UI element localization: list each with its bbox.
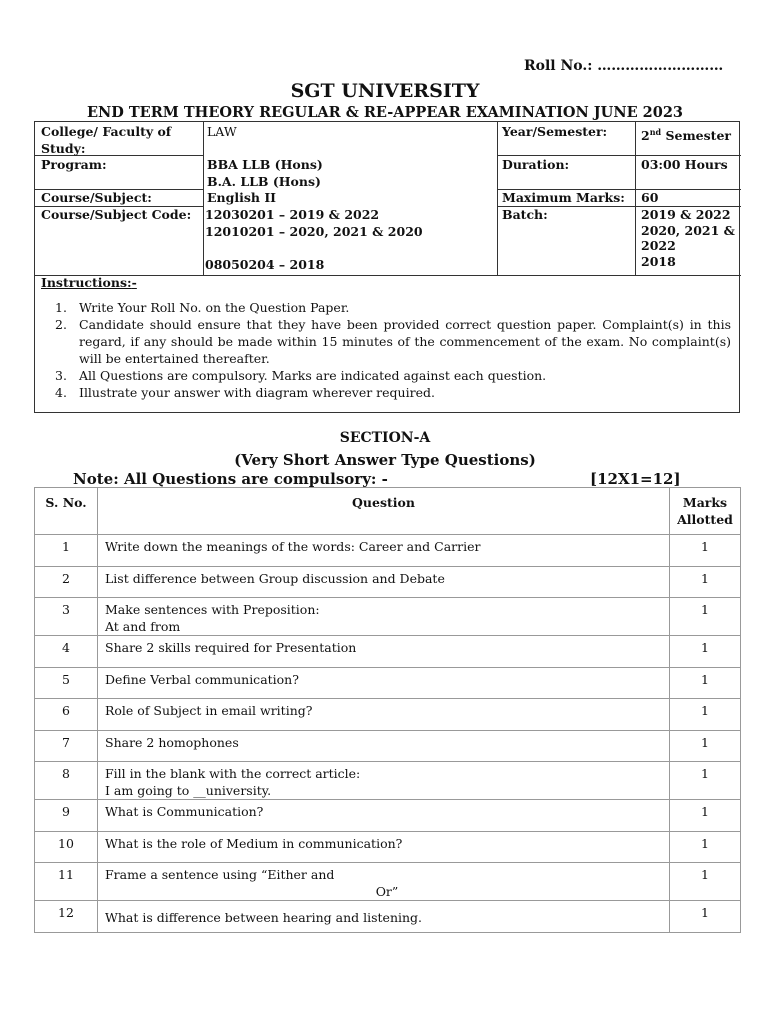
question-text: [98, 800, 670, 832]
question-line: Write down the meanings of the words: Career and Carrier: [105, 539, 481, 554]
instruction-text: Write Your Roll No. on the Question Paper.: [79, 300, 350, 315]
question-line: Frame a sentence using “Either and: [105, 867, 335, 882]
question-marks: 1: [670, 731, 741, 762]
question-text: [98, 535, 670, 567]
max-marks-label: Maximum Marks:: [502, 190, 625, 205]
instruction-item: [41, 384, 731, 401]
question-number: 3: [35, 598, 98, 636]
question-marks: 1: [670, 762, 741, 800]
table-row: [35, 863, 741, 901]
question-line: What is difference between hearing and listening.: [105, 910, 423, 925]
table-row: [35, 901, 741, 933]
program-label: Program:: [41, 157, 107, 172]
question-text: [98, 731, 670, 762]
section-note: Note: All Questions are compulsory: -: [73, 470, 388, 488]
batch-label: Batch:: [502, 207, 548, 222]
question-marks: 1: [670, 863, 741, 901]
table-row: [35, 800, 741, 832]
question-line: Define Verbal communication?: [105, 672, 299, 687]
table-row: [35, 731, 741, 762]
table-row: [35, 636, 741, 668]
instruction-item: [41, 299, 731, 316]
section-subtitle: (Very Short Answer Type Questions): [234, 451, 536, 469]
instruction-text: Candidate should ensure that they have been provided correct question paper. Complaint(s) in this regard, if any should be made within 15 minutes of the commencement of the exam. No complaint(s) will be entertained thereafter.: [79, 317, 731, 366]
question-marks: 1: [670, 800, 741, 832]
question-number: 6: [35, 699, 98, 731]
question-line: Or”: [375, 883, 399, 899]
instruction-item: [41, 367, 731, 384]
question-text: [98, 636, 670, 668]
question-text: [98, 598, 670, 636]
year-value: 2nd Semester: [641, 127, 731, 144]
university-name: SGT UNIVERSITY: [290, 80, 480, 102]
instructions-title: Instructions:-: [41, 275, 137, 290]
question-number: 11: [35, 863, 98, 901]
table-row: [35, 535, 741, 567]
table-row: [35, 567, 741, 598]
table-row: [35, 762, 741, 800]
instruction-number: 4.: [55, 385, 67, 400]
college-value: LAW: [207, 124, 237, 139]
question-number: 2: [35, 567, 98, 598]
question-line: Role of Subject in email writing?: [105, 703, 313, 718]
question-text: [98, 668, 670, 699]
question-number: 1: [35, 535, 98, 567]
questions-table: [34, 487, 741, 933]
exam-info-box: [34, 121, 740, 413]
question-marks: 1: [670, 535, 741, 567]
question-number: 5: [35, 668, 98, 699]
college-label: College/ Faculty of Study:: [41, 124, 172, 156]
question-marks: 1: [670, 567, 741, 598]
question-number: 12: [35, 901, 98, 933]
roll-number-field: Roll No.: ………………………: [524, 58, 724, 74]
table-row: [35, 598, 741, 636]
course-label: Course/Subject:: [41, 190, 152, 205]
question-line: I am going to __university.: [105, 782, 272, 798]
instruction-item: [41, 316, 731, 367]
table-row: [35, 832, 741, 863]
question-marks: 1: [670, 901, 741, 933]
header-sno: S. No.: [35, 488, 98, 535]
header-question: Question: [98, 488, 670, 535]
question-line: What is the role of Medium in communication?: [105, 836, 403, 851]
instruction-text: Illustrate your answer with diagram wherever required.: [79, 385, 435, 400]
question-line: Fill in the blank with the correct article:: [105, 766, 361, 781]
question-number: 10: [35, 832, 98, 863]
question-line: List difference between Group discussion and Debate: [105, 571, 445, 586]
question-text: [98, 567, 670, 598]
question-line: Make sentences with Preposition:: [105, 602, 320, 617]
code-value: 12030201 – 2019 & 2022 12010201 – 2020, 2021 & 2020 08050204 – 2018: [205, 207, 423, 272]
question-number: 9: [35, 800, 98, 832]
max-marks-value: 60: [641, 190, 659, 205]
batch-value: 2019 & 2022 2020, 2021 & 2022 2018: [641, 207, 735, 269]
question-text: [98, 699, 670, 731]
question-marks: 1: [670, 598, 741, 636]
question-text: [98, 762, 670, 800]
question-number: 4: [35, 636, 98, 668]
question-line: At and from: [105, 618, 181, 634]
exam-title: END TERM THEORY REGULAR & RE-APPEAR EXAMINATION JUNE 2023: [86, 104, 684, 121]
instruction-number: 2.: [55, 317, 67, 332]
question-marks: 1: [670, 668, 741, 699]
question-text: [98, 901, 670, 933]
duration-label: Duration:: [502, 157, 570, 172]
table-row: [35, 699, 741, 731]
program-value: BBA LLB (Hons) B.A. LLB (Hons): [207, 157, 323, 189]
duration-value: 03:00 Hours: [641, 157, 728, 172]
code-label: Course/Subject Code:: [41, 207, 192, 222]
table-row: [35, 668, 741, 699]
course-value: English II: [207, 190, 277, 205]
marks-scheme: [12X1=12]: [590, 470, 681, 488]
question-line: Share 2 skills required for Presentation: [105, 640, 357, 655]
question-marks: 1: [670, 832, 741, 863]
section-title: SECTION-A: [339, 430, 431, 446]
instruction-number: 1.: [55, 300, 67, 315]
question-text: [98, 832, 670, 863]
question-text: [98, 863, 670, 901]
question-number: 8: [35, 762, 98, 800]
question-marks: 1: [670, 699, 741, 731]
year-label: Year/Semester:: [502, 124, 608, 139]
instruction-text: All Questions are compulsory. Marks are indicated against each question.: [79, 368, 547, 383]
question-line: What is Communication?: [105, 804, 264, 819]
instruction-number: 3.: [55, 368, 67, 383]
question-line: Share 2 homophones: [105, 735, 239, 750]
instructions-list: [41, 299, 731, 401]
header-marks: Marks Allotted: [670, 488, 741, 535]
question-number: 7: [35, 731, 98, 762]
question-marks: 1: [670, 636, 741, 668]
